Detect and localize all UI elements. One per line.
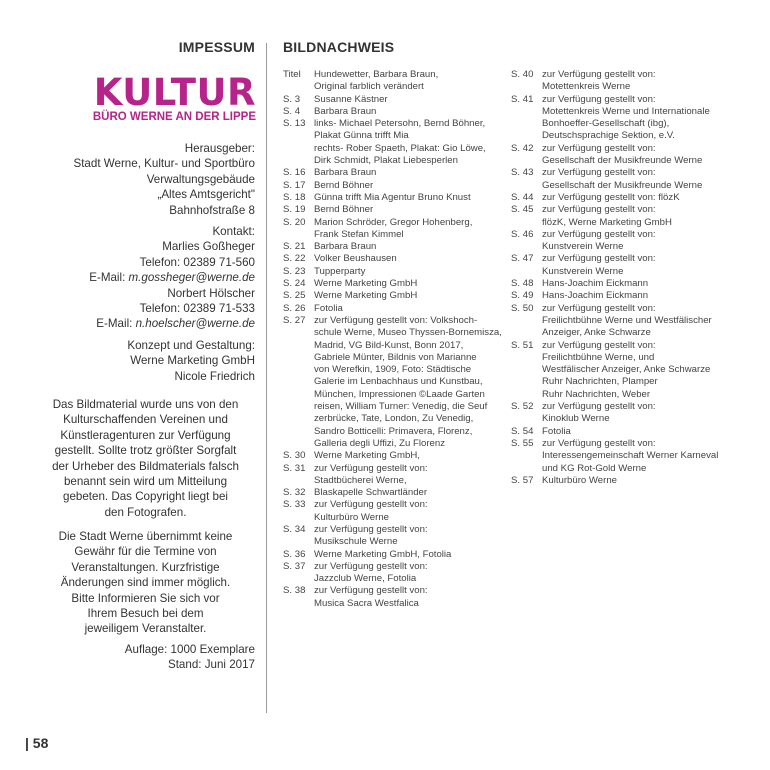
credit-text	[314, 290, 493, 302]
credit-line: zur Verfügung gestellt von:	[542, 204, 656, 216]
credit-line: Fotolia	[314, 302, 343, 314]
credit-line: Musica Sacra Westfalica	[314, 597, 419, 609]
credit-line: Ruhr Nachrichten, Plamper	[542, 376, 658, 388]
credit-entry	[283, 499, 493, 524]
credit-line: Barbara Braun	[314, 105, 377, 117]
credit-line: zur Verfügung gestellt von:	[314, 585, 428, 597]
credit-page: S. 25	[283, 290, 306, 302]
credit-text	[542, 143, 756, 168]
text-line: gebeten. Das Copyright liegt bei	[63, 490, 228, 504]
credit-page: S. 30	[283, 450, 306, 462]
credit-entry	[511, 253, 756, 278]
text-line: jeweiligem Veranstalter.	[84, 622, 207, 636]
credit-line: Barbara Braun	[314, 241, 377, 253]
credit-line: Sandro Botticelli: Primavera, Florenz,	[314, 425, 473, 437]
email-link[interactable]: n.hoelscher@werne.de	[135, 317, 255, 331]
credit-text	[314, 241, 493, 253]
contact-email-line	[36, 270, 255, 285]
credit-entry	[283, 303, 493, 315]
publisher-block	[36, 141, 255, 218]
credit-line: Werne Marketing GmbH, Fotolia	[314, 548, 452, 560]
credit-entry	[511, 204, 756, 229]
credit-line: zur Verfügung gestellt von:	[314, 499, 428, 511]
publisher-line: Stadt Werne, Kultur- und Sportbüro	[73, 157, 255, 171]
credit-page: S. 40	[511, 69, 534, 80]
contact-name: Marlies Goßheger	[162, 240, 255, 254]
text-line: Kulturschaffenden Vereinen und	[63, 413, 228, 427]
credit-line: Kulturbüro Werne	[542, 474, 618, 486]
credit-entry	[283, 314, 502, 450]
credit-page: Titel	[283, 69, 301, 80]
credit-line: Galerie im Lenbachhaus und Kunstbau,	[314, 376, 483, 388]
credit-page: S. 34	[283, 523, 306, 535]
credit-page: S. 36	[283, 548, 306, 560]
credit-entry	[283, 585, 493, 610]
credit-text	[542, 192, 756, 204]
credit-page: S. 23	[283, 265, 306, 277]
credit-line: Deutschsprachige Sektion, e.V.	[542, 130, 675, 142]
credit-page: S. 55	[511, 437, 534, 449]
credit-page: S. 21	[283, 241, 306, 253]
column-divider	[266, 43, 267, 713]
text-line: Veranstaltungen. Kurzfristige	[71, 560, 220, 574]
credit-text	[314, 450, 493, 462]
credit-line: zur Verfügung gestellt von:	[542, 69, 656, 80]
edition-block	[36, 642, 255, 673]
credit-page: S. 4	[283, 105, 301, 117]
credit-entry	[511, 475, 756, 487]
credits-column-left	[283, 69, 502, 610]
credit-line: Hans-Joachim Eickmann	[542, 278, 649, 290]
credit-text	[314, 253, 493, 265]
credit-line: Tupperparty	[314, 265, 366, 277]
credit-entry	[283, 217, 493, 242]
credit-entry	[283, 106, 493, 118]
credit-text	[314, 278, 493, 290]
text-line: Die Stadt Werne übernimmt keine	[58, 530, 233, 543]
credit-entry	[511, 303, 756, 340]
credit-line: Gesellschaft der Musikfreunde Werne	[542, 155, 703, 167]
contact-phone: Telefon: 02389 71-560	[139, 255, 255, 269]
credit-line: Kunstverein Werne	[542, 241, 624, 253]
credit-page: S. 42	[511, 142, 534, 154]
credit-text	[542, 438, 756, 475]
credit-line: Kulturbüro Werne	[314, 511, 390, 523]
text-line: gestellt. Sollte trotz größter Sorgfalt	[54, 444, 237, 458]
credit-entry	[283, 524, 493, 549]
bildnachweis-heading: BILDNACHWEIS	[283, 39, 395, 55]
credit-text	[314, 180, 493, 192]
credit-page: S. 19	[283, 204, 306, 216]
credit-line: Motettenkreis Werne und Internationale	[542, 105, 710, 117]
credit-text	[314, 167, 493, 179]
credit-entry	[511, 426, 756, 438]
contact-email-line	[36, 316, 255, 331]
credit-line: Hans-Joachim Eickmann	[542, 290, 649, 302]
credit-entry	[283, 561, 493, 586]
credit-line: Susanne Kästner	[314, 93, 388, 105]
credit-page: S. 54	[511, 425, 534, 437]
logo-subline: BÜRO WERNE AN DER LIPPE	[92, 111, 256, 123]
credit-entry	[283, 167, 493, 179]
credit-page: S. 33	[283, 499, 306, 511]
text-line: den Fotografen.	[104, 505, 187, 519]
credit-line: Werne Marketing GmbH,	[314, 450, 420, 462]
credit-page: S. 27	[283, 314, 306, 326]
credit-text	[542, 204, 756, 229]
credit-line: Frank Stefan Kimmel	[314, 228, 404, 240]
credit-line: Motettenkreis Werne	[542, 81, 631, 93]
design-block	[36, 338, 255, 384]
contact-name: Norbert Hölscher	[167, 286, 255, 300]
credit-text	[314, 106, 493, 118]
credit-line: Günna trifft Mia Agentur Bruno Knust	[314, 191, 471, 203]
contact-block	[36, 224, 255, 332]
credit-line: schule Werne, Museo Thyssen-Bornemisza,	[314, 327, 502, 339]
text-line: Künstleragenturen zur Verfügung	[60, 428, 231, 442]
credit-text	[542, 94, 756, 143]
credit-line: zur Verfügung gestellt von:	[542, 253, 656, 265]
credit-page: S. 46	[511, 228, 534, 240]
credit-page: S. 24	[283, 278, 306, 290]
contact-phone: Telefon: 02389 71-533	[139, 302, 255, 316]
credit-page: S. 26	[283, 302, 306, 314]
credit-page: S. 22	[283, 253, 306, 265]
credit-entry	[511, 143, 756, 168]
credit-line: zur Verfügung gestellt von: flözK	[542, 191, 680, 203]
credit-text	[314, 561, 493, 586]
credit-line: Volker Beushausen	[314, 253, 397, 265]
credit-page: S. 57	[511, 474, 534, 486]
credit-line: zur Verfügung gestellt von:	[542, 339, 656, 351]
credit-line: Werne Marketing GmbH	[314, 278, 418, 290]
publisher-line: Bahnhofstraße 8	[169, 203, 255, 217]
credit-page: S. 3	[283, 93, 301, 105]
credit-line: reisen, William Turner: Venedig, die Seuf	[314, 401, 488, 413]
text-line: der Urheber des Bildmaterials falsch	[52, 459, 239, 473]
credit-line: zur Verfügung gestellt von:	[542, 167, 656, 179]
text-line: Gewähr für die Termine von	[74, 545, 217, 559]
credit-entry	[283, 94, 493, 106]
credit-line: rechts- Rober Spaeth, Plakat: Gio Löwe,	[314, 142, 486, 154]
credit-line: Bonhoeffer-Gesellschaft (ibg),	[542, 118, 670, 130]
email-link[interactable]: m.gossheger@werne.de	[128, 271, 255, 285]
text-line: Ihrem Besuch bei dem	[87, 607, 204, 621]
credit-entry	[511, 94, 756, 143]
email-label: E-Mail:	[89, 271, 129, 285]
credit-line: Gabriele Münter, Bildnis von Marianne	[314, 351, 477, 363]
credit-entry	[283, 266, 493, 278]
credit-line: Stadtbücherei Werne,	[314, 474, 407, 486]
credit-text	[542, 426, 756, 438]
credit-page: S. 38	[283, 585, 306, 597]
kulturbuero-logo	[92, 71, 256, 127]
text-line: benannt sein wird um Mitteilung	[63, 475, 228, 489]
credit-line: Hundewetter, Barbara Braun,	[314, 69, 439, 80]
credit-line: Gesellschaft der Musikfreunde Werne	[542, 179, 703, 191]
credit-text	[542, 167, 756, 192]
credit-text	[542, 229, 756, 254]
disclaimer	[36, 529, 255, 637]
credit-page: S. 44	[511, 191, 534, 203]
credit-text	[314, 315, 502, 450]
credit-line: und KG Rot-Gold Werne	[542, 462, 647, 474]
credit-line: Bernd Böhner	[314, 204, 374, 216]
credit-line: zur Verfügung gestellt von:	[542, 302, 656, 314]
credit-text	[314, 204, 493, 216]
credit-page: S. 37	[283, 560, 306, 572]
credit-text	[314, 94, 493, 106]
credit-line: Dirk Schmidt, Plakat Liebesperlen	[314, 155, 458, 167]
text-line: Bitte Informieren Sie sich vor	[71, 591, 220, 605]
credit-text	[542, 475, 756, 487]
credit-line: Barbara Braun	[314, 167, 377, 179]
photo-note	[36, 397, 255, 520]
publisher-line: Verwaltungsgebäude	[146, 172, 255, 186]
credit-text	[314, 487, 493, 499]
credit-line: Musikschule Werne	[314, 536, 398, 548]
credit-line: zur Verfügung gestellt von:	[542, 93, 656, 105]
text-line: Änderungen sind immer möglich.	[60, 576, 231, 590]
credit-entry	[511, 290, 756, 302]
credit-text	[542, 340, 756, 401]
credit-line: Freilichtbühne Werne und Westfälischer	[542, 314, 712, 326]
credit-entry	[283, 192, 493, 204]
credit-page: S. 47	[511, 253, 534, 265]
credit-line: Fotolia	[542, 425, 571, 437]
credit-entry	[283, 241, 493, 253]
credit-line: Jazzclub Werne, Fotolia	[314, 573, 417, 585]
credit-page: S. 49	[511, 290, 534, 302]
credit-line: zur Verfügung gestellt von:	[314, 523, 428, 535]
credit-text	[314, 524, 493, 549]
credit-entry	[283, 118, 493, 167]
edition-line: Stand: Juni 2017	[167, 658, 255, 672]
credit-entry	[511, 229, 756, 254]
credit-line: Kunstverein Werne	[542, 265, 624, 277]
credit-text	[314, 217, 493, 242]
credit-entry	[511, 69, 756, 94]
credit-text	[314, 499, 493, 524]
credit-line: München, Impressionen ©Laade Garten	[314, 388, 485, 400]
credit-line: Interessengemeinschaft Werner Karneval	[542, 450, 719, 462]
credit-entry	[283, 278, 493, 290]
credit-line: Galleria degli Uffizi, Zu Florenz	[314, 437, 445, 449]
credit-page: S. 45	[511, 204, 534, 216]
design-label: Konzept und Gestaltung:	[127, 339, 255, 352]
page-number: | 58	[25, 735, 49, 751]
credit-page: S. 48	[511, 278, 534, 290]
design-line: Nicole Friedrich	[174, 369, 255, 383]
credit-line: links- Michael Petersohn, Bernd Böhner,	[314, 118, 486, 130]
credit-line: zur Verfügung gestellt von:	[542, 228, 656, 240]
credit-line: flözK, Werne Marketing GmbH	[542, 216, 672, 228]
credit-entry	[511, 192, 756, 204]
credit-page: S. 31	[283, 462, 306, 474]
credit-line: zur Verfügung gestellt von:	[314, 462, 428, 474]
credit-page: S. 32	[283, 487, 306, 499]
credit-text	[542, 253, 756, 278]
credit-line: Freilichtbühne Werne, und	[542, 351, 655, 363]
credit-line: von Werefkin, 1909, Foto: Städtische	[314, 364, 472, 376]
credit-text	[542, 303, 756, 340]
credit-text	[314, 303, 493, 315]
credit-page: S. 16	[283, 167, 306, 179]
credit-entry	[283, 450, 493, 462]
contact-label: Kontakt:	[212, 225, 255, 238]
credit-line: Westfälischer Anzeiger, Anke Schwarze	[542, 364, 711, 376]
credits-column-right	[511, 69, 756, 487]
credit-page: S. 17	[283, 179, 306, 191]
credit-line: zur Verfügung gestellt von: Volkshoch-	[314, 314, 478, 326]
credit-line: Blaskapelle Schwartländer	[314, 487, 428, 499]
credit-entry	[283, 180, 493, 192]
credit-line: Plakat Günna trifft Mia	[314, 130, 409, 142]
credit-entry	[511, 340, 756, 401]
impressum-heading: IMPESSUM	[178, 39, 255, 55]
publisher-label: Herausgeber:	[184, 142, 255, 155]
credit-text	[542, 69, 756, 94]
credit-line: Madrid, VG Bild-Kunst, Bonn 2017,	[314, 339, 464, 351]
credit-text	[314, 549, 493, 561]
credit-line: Anzeiger, Anke Schwarze	[542, 327, 651, 339]
credit-line: zur Verfügung gestellt von:	[542, 401, 656, 413]
credit-line: Original farblich verändert	[314, 81, 424, 93]
credit-line: Kinoklub Werne	[542, 413, 610, 425]
credit-line: zur Verfügung gestellt von:	[314, 560, 428, 572]
credit-text	[314, 463, 493, 488]
credit-entry	[283, 487, 493, 499]
credit-page: S. 43	[511, 167, 534, 179]
publisher-line: „Altes Amtsgericht"	[157, 188, 255, 202]
logo-wordmark: KULTUR	[93, 71, 256, 114]
credit-page: S. 41	[511, 93, 534, 105]
credit-text	[314, 118, 493, 167]
credit-entry	[511, 278, 756, 290]
credit-text	[542, 290, 756, 302]
design-line: Werne Marketing GmbH	[130, 354, 255, 368]
text-line: Das Bildmaterial wurde uns von den	[52, 398, 239, 411]
credit-page: S. 52	[511, 401, 534, 413]
credit-text	[314, 192, 493, 204]
credit-text	[314, 266, 493, 278]
credit-line: Werne Marketing GmbH	[314, 290, 418, 302]
credit-entry	[511, 438, 756, 475]
credit-line: Marion Schröder, Gregor Hohenberg,	[314, 216, 473, 228]
email-label: E-Mail:	[96, 317, 136, 331]
credit-entry	[283, 253, 493, 265]
credit-entry	[283, 463, 493, 488]
credit-text	[314, 69, 493, 94]
credit-entry	[511, 401, 756, 426]
credit-page: S. 51	[511, 339, 534, 351]
credit-entry	[283, 290, 493, 302]
credit-line: zur Verfügung gestellt von:	[542, 437, 656, 449]
credit-entry	[283, 204, 493, 216]
credit-entry	[511, 167, 756, 192]
credit-entry	[283, 69, 493, 94]
credit-line: Bernd Böhner	[314, 179, 374, 191]
edition-line: Auflage: 1000 Exemplare	[124, 643, 255, 656]
credit-page: S. 18	[283, 191, 306, 203]
credit-entry	[283, 549, 493, 561]
credit-page: S. 20	[283, 216, 306, 228]
credit-line: Ruhr Nachrichten, Weber	[542, 388, 651, 400]
credit-text	[542, 278, 756, 290]
credit-line: zur Verfügung gestellt von:	[542, 142, 656, 154]
credit-line: zerbrücke, Tate, London, Zu Venedig,	[314, 413, 474, 425]
credit-text	[314, 585, 493, 610]
credit-page: S. 50	[511, 302, 534, 314]
credit-page: S. 13	[283, 118, 306, 130]
credit-text	[542, 401, 756, 426]
